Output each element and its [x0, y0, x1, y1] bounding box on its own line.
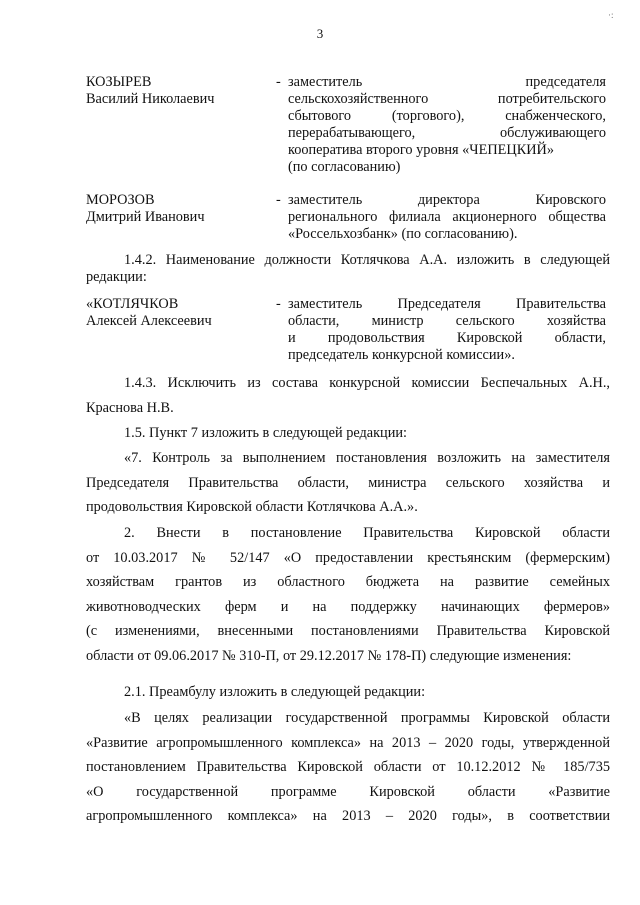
role-line: заместитель председателя	[288, 74, 606, 90]
paragraph-2-1	[86, 680, 610, 705]
paragraph-1-4-3	[86, 371, 610, 420]
paragraph-line: продовольствия Кировской области Котлячкова А.А.».	[86, 499, 418, 516]
member-surname: МОРОЗОВ	[86, 192, 155, 208]
paragraph-2	[86, 521, 610, 669]
paragraph-line: Краснова Н.В.	[86, 399, 174, 416]
paragraph-line: агропромышленного комплекса» на 2013 – 2020 годы», в соответствии	[86, 808, 610, 825]
paragraph-line: от 10.03.2017 № 52/147 «О предоставлении крестьянским (фермерским)	[86, 549, 610, 566]
paragraph-line: животноводческих ферм и на поддержку начинающих фермеров»	[86, 598, 610, 615]
paragraph-line: «В целях реализации государственной программы Кировской области	[124, 710, 610, 726]
corner-mark: ·:	[608, 10, 614, 20]
commission-member-morozov	[86, 192, 606, 246]
member-dash: -	[276, 192, 281, 208]
role-line: регионального филиала акционерного общества	[288, 209, 606, 225]
role-line: «Россельхозбанк» (по согласованию).	[288, 226, 518, 242]
member-given-name: Дмитрий Иванович	[86, 209, 205, 225]
role-line: и продовольствия Кировской области,	[288, 330, 606, 346]
role-line: сельскохозяйственного потребительского	[288, 91, 606, 107]
paragraph-line: области от 09.06.2017 № 310-П, от 29.12.2017 № 178-П) следующие изменения:	[86, 647, 572, 664]
paragraph-line: 1.5. Пункт 7 изложить в следующей редакции:	[124, 425, 407, 441]
paragraph-line: Председателя Правительства области, министра сельского хозяйства и	[86, 474, 610, 491]
role-line: области, министр сельского хозяйства	[288, 313, 606, 329]
paragraph-line: «Развитие агропромышленного комплекса» на 2013 – 2020 годы, утвержденной	[86, 734, 610, 751]
paragraph-line: редакции:	[86, 269, 147, 285]
commission-member-kozyrev	[86, 74, 606, 178]
paragraph-line: 2.1. Преамбулу изложить в следующей редакции:	[124, 684, 426, 700]
paragraph-item-7	[86, 446, 610, 520]
role-line: заместитель Председателя Правительства	[288, 296, 606, 312]
paragraph-1-5	[86, 421, 610, 446]
member-role	[288, 192, 606, 243]
commission-member-kotlyachkov	[86, 296, 606, 366]
member-dash: -	[276, 296, 281, 312]
member-surname: «КОТЛЯЧКОВ	[86, 296, 179, 312]
role-line: сбытового (торгового), снабженческого,	[288, 108, 606, 124]
role-line: перерабатывающего, обслуживающего	[288, 125, 606, 141]
paragraph-line: «7. Контроль за выполнением постановления возложить на заместителя	[124, 450, 610, 466]
member-given-name: Василий Николаевич	[86, 91, 215, 107]
member-dash: -	[276, 74, 281, 90]
paragraph-line: 1.4.2. Наименование должности Котлячкова А.А. изложить в следующей	[124, 252, 610, 268]
member-surname: КОЗЫРЕВ	[86, 74, 152, 90]
paragraph-line: 1.4.3. Исключить из состава конкурсной комиссии Беспечальных А.Н.,	[124, 375, 610, 391]
member-name	[86, 74, 271, 108]
paragraph-line: хозяйствам грантов из областного бюджета на развитие семейных	[86, 574, 610, 591]
member-role	[288, 296, 606, 364]
role-line: (по согласованию)	[288, 159, 401, 175]
paragraph-line: (с изменениями, внесенными постановлениями Правительства Кировской	[86, 623, 610, 640]
paragraph-preamble	[86, 706, 610, 829]
member-role	[288, 74, 606, 176]
paragraph-1-4-2	[86, 252, 610, 286]
paragraph-line: «О государственной программе Кировской области «Развитие	[86, 783, 610, 800]
role-line: кооператива второго уровня «ЧЕПЕЦКИЙ»	[288, 142, 555, 158]
role-line: председатель конкурсной комиссии».	[288, 347, 515, 363]
page-number: 3	[316, 26, 324, 41]
paragraph-line: постановлением Правительства Кировской области от 10.12.2012 № 185/735	[86, 759, 610, 776]
role-line: заместитель директора Кировского	[288, 192, 606, 208]
member-name	[86, 296, 271, 330]
member-given-name: Алексей Алексеевич	[86, 313, 212, 329]
paragraph-line: 2. Внести в постановление Правительства Кировской области	[124, 525, 610, 541]
member-name	[86, 192, 271, 226]
